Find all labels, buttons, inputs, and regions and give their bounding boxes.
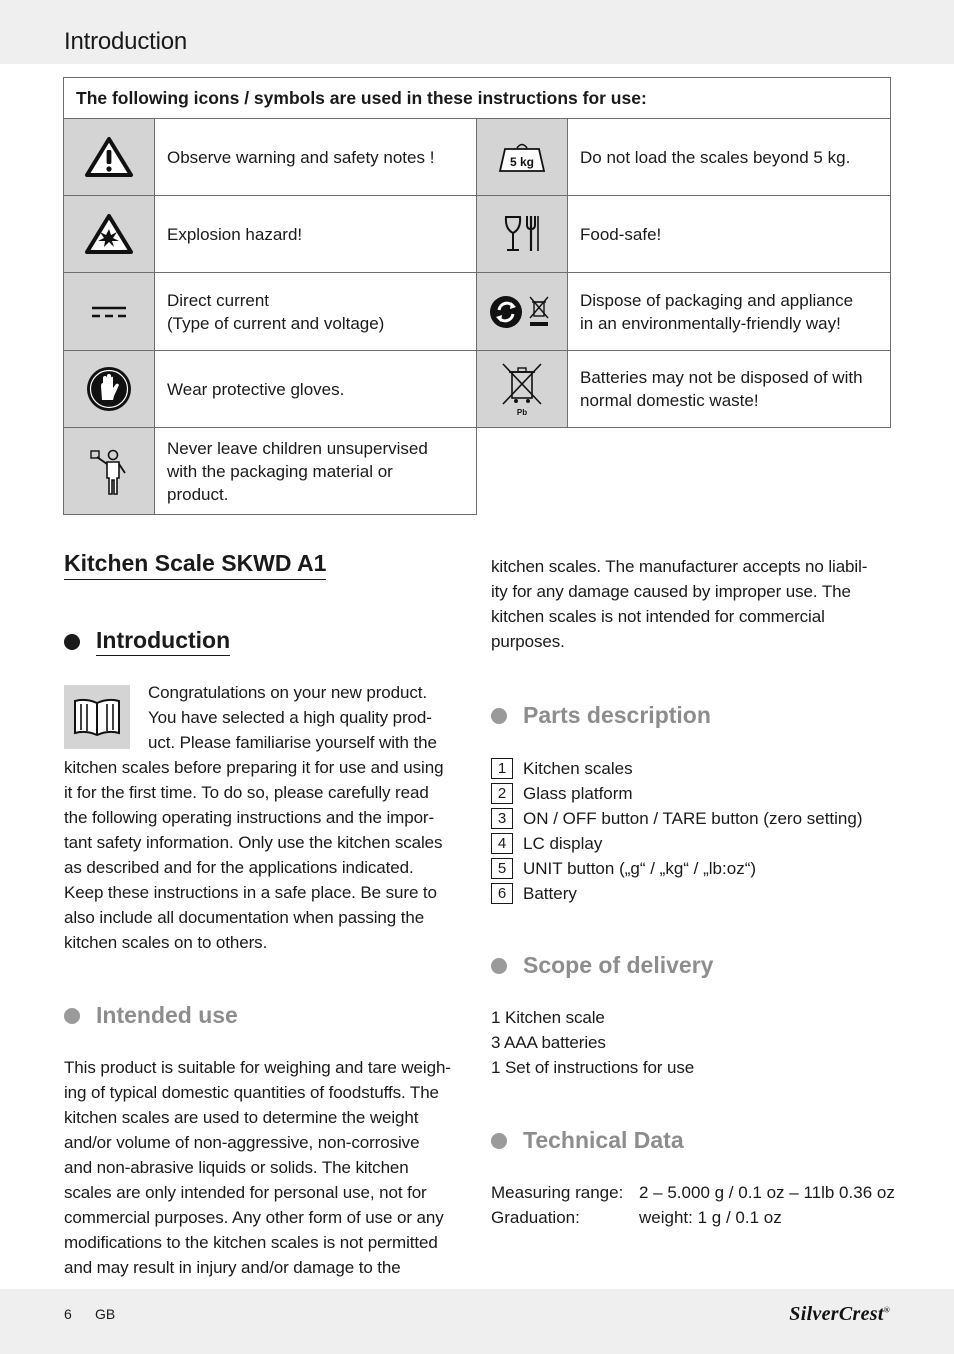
part-number: 1 bbox=[491, 758, 513, 779]
list-item bbox=[491, 831, 863, 856]
pb-label: Pb bbox=[516, 408, 528, 417]
part-number: 2 bbox=[491, 783, 513, 804]
bullet-icon bbox=[64, 634, 80, 650]
tech-row bbox=[491, 1180, 895, 1205]
section-heading-intended-use: Intended use bbox=[64, 1002, 238, 1029]
tech-value: weight: 1 g / 0.1 oz bbox=[639, 1208, 782, 1227]
technical-data bbox=[491, 1180, 895, 1230]
list-item bbox=[491, 781, 863, 806]
part-number: 6 bbox=[491, 883, 513, 904]
brand-logo: SilverCrest® bbox=[789, 1303, 890, 1325]
bullet-icon bbox=[64, 1008, 80, 1024]
book-icon bbox=[64, 685, 130, 749]
symbol-description: Observe warning and safety notes ! bbox=[155, 119, 477, 196]
symbol-description: Do not load the scales beyond 5 kg. bbox=[568, 119, 891, 196]
bullet-icon bbox=[491, 958, 507, 974]
symbol-description: Direct current (Type of current and voltage) bbox=[155, 273, 477, 351]
symbol-row bbox=[64, 428, 891, 515]
list-item bbox=[491, 881, 863, 906]
weight-label: 5 kg bbox=[509, 155, 535, 169]
warning-triangle-icon bbox=[64, 119, 155, 196]
child-warning-icon bbox=[64, 428, 155, 515]
symbol-description: Batteries may not be disposed of with normal domestic waste! bbox=[568, 351, 891, 428]
symbols-table bbox=[63, 77, 891, 515]
intro-text: Congratulations on your new product. You have selected a high quality prod- uct. Please familiarise yourself with the bbox=[148, 683, 437, 752]
glass-fork-icon bbox=[477, 196, 568, 273]
symbol-description: Explosion hazard! bbox=[155, 196, 477, 273]
bullet-icon bbox=[491, 1133, 507, 1149]
weight-5kg-icon bbox=[477, 119, 568, 196]
part-number: 4 bbox=[491, 833, 513, 854]
scope-of-delivery-text: 1 Kitchen scale 3 AAA batteries 1 Set of instructions for use bbox=[491, 1008, 695, 1077]
symbol-description: Never leave children unsupervised with the packaging material or product. bbox=[155, 428, 477, 515]
part-number: 5 bbox=[491, 858, 513, 879]
page-title: Introduction bbox=[64, 28, 188, 55]
symbols-table-heading: The following icons / symbols are used in these instructions for use: bbox=[64, 78, 891, 119]
section-heading-introduction: Introduction bbox=[64, 627, 230, 656]
tech-value: 2 – 5.000 g / 0.1 oz – 11lb 0.36 oz bbox=[639, 1183, 895, 1202]
product-title: Kitchen Scale SKWD A1 bbox=[64, 550, 326, 580]
part-label: UNIT button („g“ / „kg“ / „lb:oz“) bbox=[523, 858, 757, 878]
intro-text: kitchen scales before preparing it for use and using it for the first time. To do so, please carefully read the following operating instructions and the impor- tant safety information. Only use the kitchen scales as described and for the applications indicated. Keep these instructions in a safe place. Be sure to also include all documentation when passing the kitchen scales on to others. bbox=[64, 758, 444, 952]
symbol-row bbox=[64, 119, 891, 196]
intended-use-text: This product is suitable for weighing and tare weigh- ing of typical domestic quantities of foodstuffs. The kitchen scales are used to determine the weight and/or volume of non-aggressive, non-corrosive and non-abrasive liquids or solids. The kitchen scales are only intended for personal use, not for commercial purposes. Any other form of use or any modifications to the kitchen scales is not permitted and may result in injury and/or damage to the bbox=[64, 1058, 451, 1277]
tech-row bbox=[491, 1205, 895, 1230]
symbol-description: Food-safe! bbox=[568, 196, 891, 273]
list-item bbox=[491, 806, 863, 831]
direct-current-icon bbox=[64, 273, 155, 351]
part-label: Glass platform bbox=[523, 783, 633, 803]
part-label: Kitchen scales bbox=[523, 758, 633, 778]
list-item bbox=[491, 856, 863, 881]
tech-label: Measuring range: bbox=[491, 1183, 624, 1202]
symbol-row bbox=[64, 196, 891, 273]
section-heading-technical-data: Technical Data bbox=[491, 1127, 684, 1154]
crossed-bin-pb-icon bbox=[477, 351, 568, 428]
part-label: ON / OFF button / TARE button (zero setting) bbox=[523, 808, 863, 828]
tech-label: Graduation: bbox=[491, 1208, 580, 1227]
page-number: 6 bbox=[64, 1306, 72, 1322]
gloves-icon bbox=[64, 351, 155, 428]
parts-list bbox=[491, 756, 863, 906]
symbol-row bbox=[64, 351, 891, 428]
part-label: LC display bbox=[523, 833, 603, 853]
bullet-icon bbox=[491, 708, 507, 724]
symbol-description: Wear protective gloves. bbox=[155, 351, 477, 428]
part-number: 3 bbox=[491, 808, 513, 829]
symbol-row bbox=[64, 273, 891, 351]
part-label: Battery bbox=[523, 883, 577, 903]
section-heading-scope-of-delivery: Scope of delivery bbox=[491, 952, 713, 979]
language-code: GB bbox=[95, 1306, 116, 1322]
explosion-hazard-icon bbox=[64, 196, 155, 273]
intended-use-text-continued: kitchen scales. The manufacturer accepts no liabil- ity for any damage caused by improper use. The kitchen scales is not intended for commercial purposes. bbox=[491, 557, 868, 651]
recycle-dispose-icon bbox=[477, 273, 568, 351]
symbol-description: Dispose of packaging and appliance in an environmentally-friendly way! bbox=[568, 273, 891, 351]
section-heading-parts-description: Parts description bbox=[491, 702, 711, 729]
list-item bbox=[491, 756, 863, 781]
